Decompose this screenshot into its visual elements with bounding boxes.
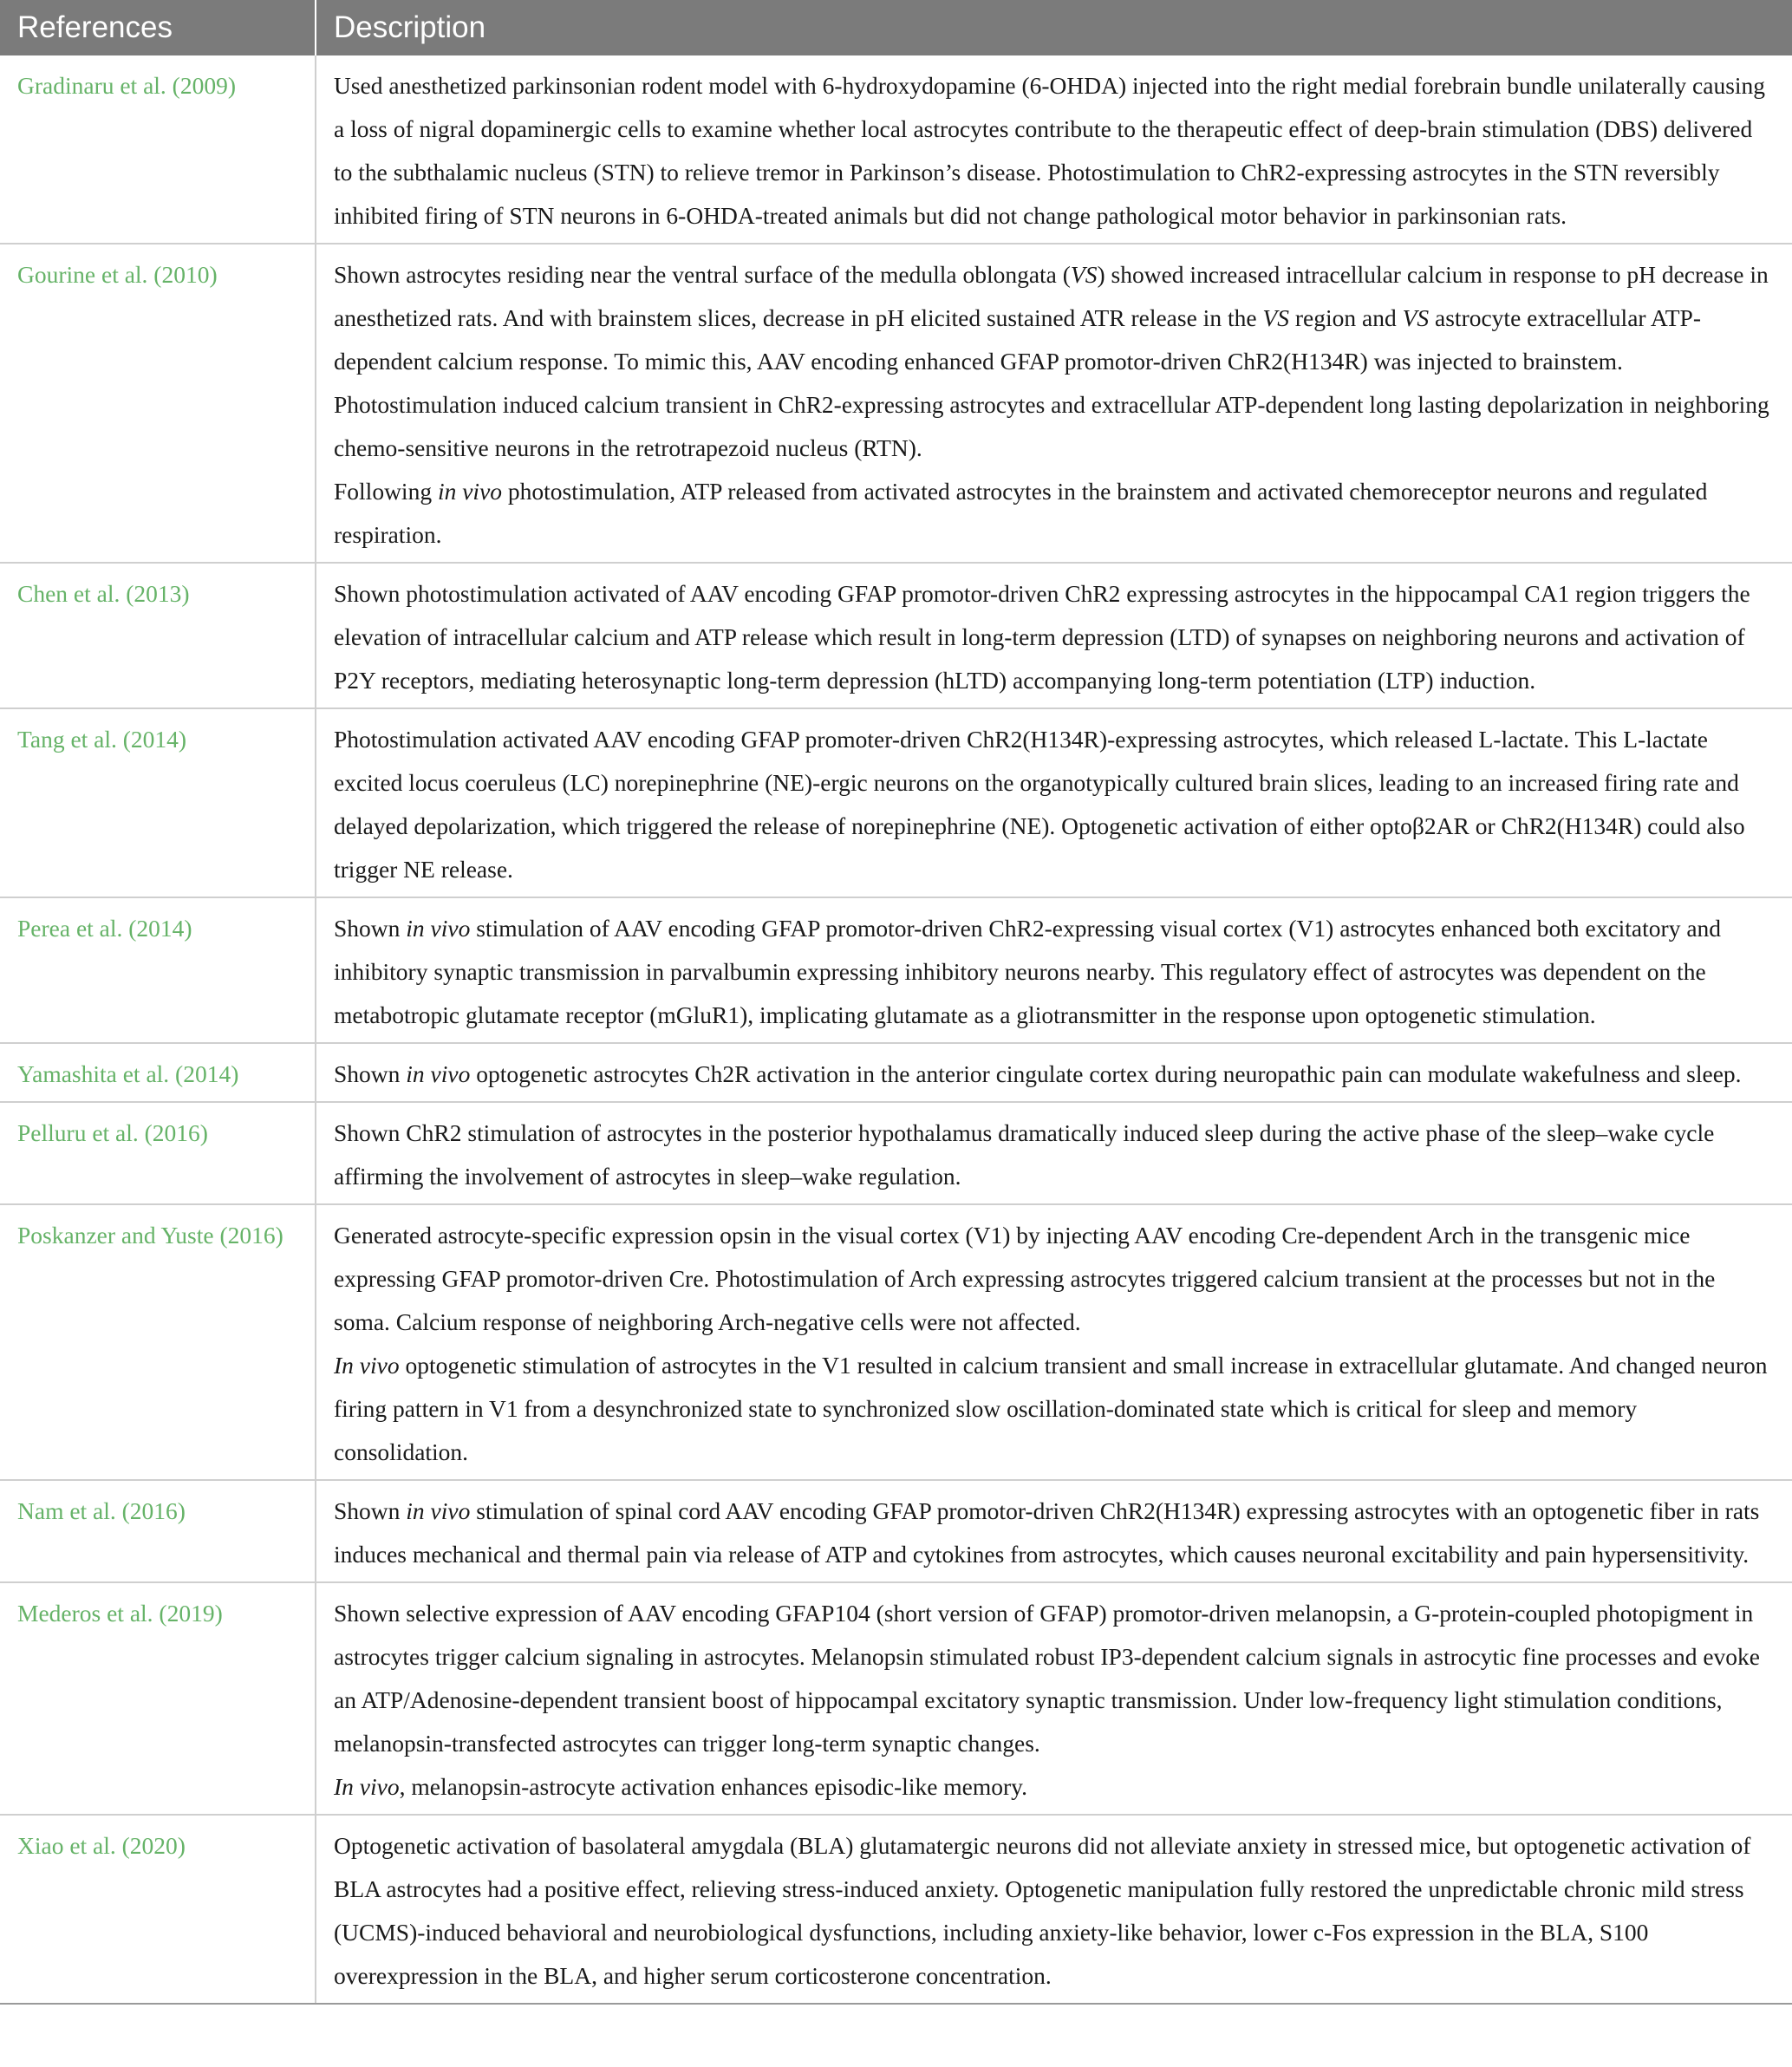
description-text: Used anesthetized parkinsonian rodent model with 6-hydroxydopamine (6-OHDA) injected into the right medial forebrain bundle unilaterally causing a loss of nigral dopaminergic cells to examine whether local astrocytes contribute to the therapeutic effect of deep-brain stimulation (DBS) delivered to the subthalamic nucleus (STN) to relieve tremor in Parkinson’s disease. Photostimulation to ChR2-expressing astrocytes in the STN reversibly inhibited firing of STN neurons in 6-OHDA-treated animals but did not change pathological motor behavior in parkinsonian rats. (334, 72, 1766, 229)
reference-cell: Yamashita et al. (2014) (0, 1043, 316, 1102)
table-row (0, 1102, 1792, 1204)
italic-text: VS (1262, 304, 1289, 331)
description-paragraph (334, 1053, 1775, 1096)
table-row (0, 897, 1792, 1043)
description-paragraph (334, 253, 1775, 470)
table-row (0, 1480, 1792, 1582)
table-body (0, 55, 1792, 2004)
table-row (0, 1204, 1792, 1480)
description-text: optogenetic stimulation of astrocytes in the V1 resulted in calcium transient and small increase in extracellular glutamate. And changed neuron firing pattern in V1 from a desynchronized state to synchronized slow oscillation-dominated state which is critical for sleep and memory consolidation. (334, 1352, 1768, 1465)
description-text: stimulation of spinal cord AAV encoding GFAP promotor-driven ChR2(H134R) expressing astrocytes with an optogenetic fiber in rats induces mechanical and thermal pain via release of ATP and cytokines from astrocytes, which causes neuronal excitability and pain hypersensitivity. (334, 1497, 1760, 1568)
description-text: region and (1288, 304, 1403, 331)
description-cell (316, 1102, 1792, 1204)
description-paragraph (334, 1592, 1775, 1765)
header-references: References (0, 0, 316, 55)
description-cell (316, 55, 1792, 244)
description-cell (316, 1815, 1792, 2004)
italic-text: in vivo (406, 1497, 471, 1524)
description-text: ) showed increased intracellular calcium in response to pH decrease in anesthetized rats. And with brainstem slices, decrease in pH elicited sustained ATR release in the (334, 261, 1769, 331)
description-cell (316, 1043, 1792, 1102)
table-row (0, 563, 1792, 708)
description-text: Shown (334, 1497, 407, 1524)
description-paragraph (334, 1112, 1775, 1198)
reference-cell: Perea et al. (2014) (0, 897, 316, 1043)
italic-text: VS (1070, 261, 1098, 288)
description-text: photostimulation, ATP released from activated astrocytes in the brainstem and activated chemoreceptor neurons and regulated respiration. (334, 478, 1708, 548)
header-description: Description (316, 0, 1792, 55)
table-row (0, 244, 1792, 563)
description-paragraph (334, 572, 1775, 702)
description-paragraph (334, 907, 1775, 1037)
description-text: , melanopsin-astrocyte activation enhances episodic-like memory. (399, 1773, 1028, 1800)
description-paragraph (334, 1824, 1775, 1998)
header-row (0, 0, 1792, 55)
description-paragraph (334, 1344, 1775, 1474)
table-row (0, 55, 1792, 244)
description-cell (316, 244, 1792, 563)
description-cell (316, 897, 1792, 1043)
reference-cell: Chen et al. (2013) (0, 563, 316, 708)
description-paragraph (334, 470, 1775, 557)
reference-cell: Poskanzer and Yuste (2016) (0, 1204, 316, 1480)
table-row (0, 1582, 1792, 1815)
italic-text: VS (1402, 304, 1430, 331)
italic-text: in vivo (406, 915, 471, 942)
table-row (0, 708, 1792, 897)
description-text: Shown (334, 1060, 407, 1087)
description-text: astrocyte extracellular ATP-dependent calcium response. To mimic this, AAV encoding enhanced GFAP promotor-driven ChR2(H134R) was injected to brainstem. Photostimulation induced calcium transient in ChR2-expressing astrocytes and extracellular ATP-dependent long lasting depolarization in neighboring chemo-sensitive neurons in the retrotrapezoid nucleus (RTN). (334, 304, 1769, 461)
reference-cell: Mederos et al. (2019) (0, 1582, 316, 1815)
table-row (0, 1043, 1792, 1102)
reference-cell: Gradinaru et al. (2009) (0, 55, 316, 244)
reference-cell: Pelluru et al. (2016) (0, 1102, 316, 1204)
description-paragraph (334, 1490, 1775, 1576)
italic-text: in vivo (437, 478, 503, 505)
description-text: Photostimulation activated AAV encoding GFAP promoter-driven ChR2(H134R)-expressing astrocytes, which released L-lactate. This L-lactate excited locus coeruleus (LC) norepinephrine (NE)-ergic neurons on the organotypically cultured brain slices, leading to an increased firing rate and delayed depolarization, which triggered the release of norepinephrine (NE). Optogenetic activation of either optoβ2AR or ChR2(H134R) could also trigger NE release. (334, 726, 1745, 883)
description-text: Following (334, 478, 438, 505)
description-cell (316, 1582, 1792, 1815)
reference-cell: Tang et al. (2014) (0, 708, 316, 897)
reference-cell: Gourine et al. (2010) (0, 244, 316, 563)
description-cell (316, 1204, 1792, 1480)
description-paragraph (334, 64, 1775, 238)
description-text: Shown astrocytes residing near the ventral surface of the medulla oblongata ( (334, 261, 1071, 288)
description-paragraph (334, 1765, 1775, 1809)
description-cell (316, 708, 1792, 897)
description-text: Shown ChR2 stimulation of astrocytes in the posterior hypothalamus dramatically induced sleep during the active phase of the sleep–wake cycle affirming the involvement of astrocytes in sleep–wake regulation. (334, 1119, 1715, 1190)
description-paragraph (334, 718, 1775, 891)
reference-cell: Nam et al. (2016) (0, 1480, 316, 1582)
italic-text: In vivo (334, 1352, 400, 1379)
description-text: stimulation of AAV encoding GFAP promotor-driven ChR2-expressing visual cortex (V1) astrocytes enhanced both excitatory and inhibitory synaptic transmission in parvalbumin expressing inhibitory neurons nearby. This regulatory effect of astrocytes was dependent on the metabotropic glutamate receptor (mGluR1), implicating glutamate as a gliotransmitter in the response upon optogenetic stimulation. (334, 915, 1722, 1028)
description-cell (316, 563, 1792, 708)
description-text: Shown photostimulation activated of AAV encoding GFAP promotor-driven ChR2 expressing astrocytes in the hippocampal CA1 region triggers the elevation of intracellular calcium and ATP release which result in long-term depression (LTD) of synapses on neighboring neurons and activation of P2Y receptors, mediating heterosynaptic long-term depression (hLTD) accompanying long-term potentiation (LTP) induction. (334, 580, 1750, 694)
description-text: optogenetic astrocytes Ch2R activation in the anterior cingulate cortex during neuropathic pain can modulate wakefulness and sleep. (470, 1060, 1742, 1087)
description-paragraph (334, 1214, 1775, 1344)
description-text: Shown (334, 915, 407, 942)
description-text: Generated astrocyte-specific expression opsin in the visual cortex (V1) by injecting AAV encoding Cre-dependent Arch in the transgenic mice expressing GFAP promotor-driven Cre. Photostimulation of Arch expressing astrocytes triggered calcium transient at the processes but not in the soma. Calcium response of neighboring Arch-negative cells were not affected. (334, 1222, 1716, 1335)
description-text: Shown selective expression of AAV encoding GFAP104 (short version of GFAP) promotor-driven melanopsin, a G-protein-coupled photopigment in astrocytes trigger calcium signaling in astrocytes. Melanopsin stimulated robust IP3-dependent calcium signals in astrocytic fine processes and evoke an ATP/Adenosine-dependent transient boost of hippocampal excitatory synaptic transmission. Under low-frequency light stimulation conditions, melanopsin-transfected astrocytes can trigger long-term synaptic changes. (334, 1600, 1760, 1757)
italic-text: In vivo (334, 1773, 400, 1800)
table-row (0, 1815, 1792, 2004)
italic-text: in vivo (406, 1060, 471, 1087)
description-text: Optogenetic activation of basolateral amygdala (BLA) glutamatergic neurons did not alleviate anxiety in stressed mice, but optogenetic activation of BLA astrocytes had a positive effect, relieving stress-induced anxiety. Optogenetic manipulation fully restored the unpredictable chronic mild stress (UCMS)-induced behavioral and neurobiological dysfunctions, including anxiety-like behavior, lower c-Fos expression in the BLA, S100 overexpression in the BLA, and higher serum corticosterone concentration. (334, 1832, 1751, 1989)
reference-cell: Xiao et al. (2020) (0, 1815, 316, 2004)
description-cell (316, 1480, 1792, 1582)
